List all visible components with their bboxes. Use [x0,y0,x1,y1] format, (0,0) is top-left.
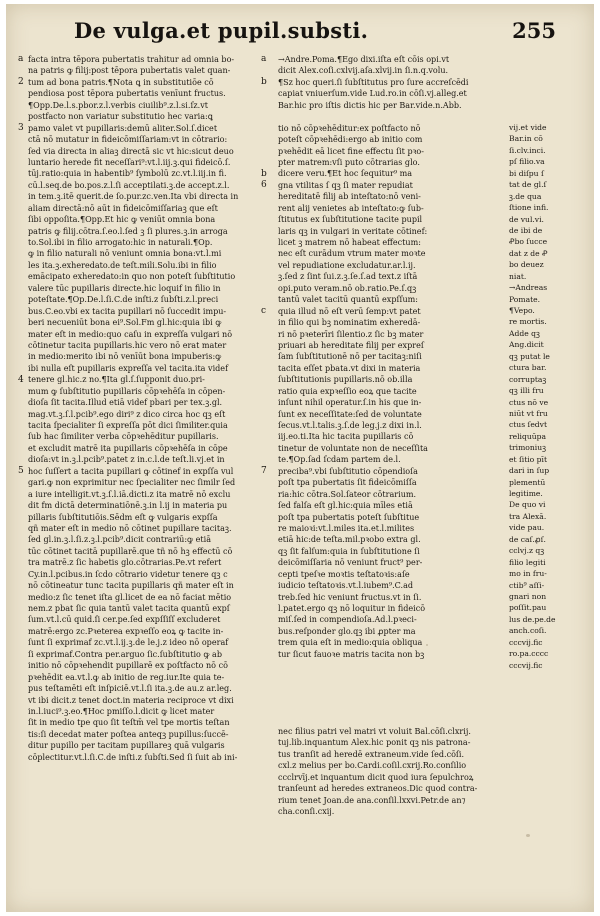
text-line: tus tranſit ad heredē extraneum.vide ſed.cōſi. [278,749,465,759]
margin-note-line: De quo vi [509,500,546,510]
margin-note-line: ctus nō ve [509,397,549,407]
text-line: priuari ab hereditate filij per expreſ [278,340,424,350]
margin-note-line: filio legiti [509,557,546,567]
text-line: tenere gl.hic.z no.¶Ita gl.ſ.ſupponit duo.pri- [28,375,205,385]
text-line: dicere veru.¶Et hoc ſequitur⁹ ma [278,169,413,179]
margin-note-line: anch.coſi. [509,626,547,636]
text-line: ¶Sz hoc queri.ſi ſubſtitutus pro ſure accreſcēdi [278,77,469,87]
text-line: opi.puto veram.nō ob.ratio.Pe.ſ.qꝫ [278,283,417,293]
text-line: na patris ꝙ filij:post tēpora pubertatis valet quan- [28,66,231,76]
margin-note-line: Bar.in cō [509,134,543,144]
margin-note-line: corruptaꝫ [509,374,547,384]
page-header [66,16,566,52]
text-line: ſunt ſi exprimaf zc.vt.l.ij.ꝫ.de le.j.z ideo nō operaf [28,638,229,648]
margin-note-line: dat z de Ꝓ [509,248,548,258]
text-line: tra matrē.z ſic habetis glo.cōtrarias.Pe.vt refert [28,558,222,568]
margin-note-line: dari in ſup [509,466,550,476]
text-line: ſunt ex neceſſitate:ſed de voluntate [278,409,422,419]
text-line: tis:ſi decedat mater poſtea anteqꝫ pupillus:ſuccē- [28,729,229,739]
text-line: etiā hic:de teſta.mil.pꝛobo extra gl. [278,535,421,545]
margin-note-line: Pomate. [509,294,541,304]
text-line: deicōmiſſaria nō veniunt fruct⁹ per- [278,558,423,568]
text-line: trem quia eſt in medio:quia obliqua [278,638,423,648]
text-line: ibi nulla eſt pupillaris expreſſa vel tacita.ita videf [28,363,229,373]
text-line: iudicio teſtatoꝛis.vt.l.iubem⁹.C.ad [278,581,414,591]
text-line: nō cōtineatur tunc tacita pupillaris qñ mater eſt in [28,581,234,591]
line-marker: 6 [261,179,267,190]
text-line: qꝫ ſit falſum:quia in ſubſtitutione ſi [278,546,420,556]
text-line: emācipato exheredato:in quo non poteſt ſubſtitutio [28,272,236,282]
text-line: les ita.ꝫ.exheredato.de teſt.mili.Solu.ibi in filio [28,260,217,270]
text-line: hoc ſuſſert a tacita pupillari ꝙ cōtinef in expſſa vul [28,466,234,476]
text-line: pꝛehēdit eā licet fine effectu ſit pꝛo- [278,146,424,156]
margin-note-line: re mortis. [509,317,547,327]
text-line: dicit Alex.coſi.cxlvij.aſa.xlvij.in ſi.n.q.volu. [278,66,449,76]
text-line: cxl.z melius per bo.Cardi.coſil.cxrij.Ro.conſilio [278,761,467,771]
text-line: ſum.vt.l.cū quid.ſi cer.pe.ſed expſſiſſ excluderet [28,615,221,625]
text-line: cū.l.seq.de bo.pos.z.l.ſi acceptilati.ꝫ.de accept.z.l. [28,180,230,190]
margin-note-line: vide pau. [509,523,545,533]
paper-speck [146,384,149,387]
margin-note-line: de ibi de [509,225,543,235]
text-line: l.patet.ergo qꝫ nō loquitur in fideicō [278,604,426,613]
text-line: bus.reſponder glo.qꝫ ibi ꝓpter ma [278,626,416,636]
text-line: postfacto non variatur substitutio hec varia:ꝗ [28,112,213,122]
text-line: tuj.lib.inquantum Alex.hic ponit qꝫ nis patrona- [278,738,471,748]
text-line: mum ꝙ ſubſtitutio pupillaris cōpꝛehēſa in cōpen- [28,386,226,396]
line-marker: a [18,54,24,64]
line-marker: 5 [18,466,24,477]
text-line: laris qꝫ in vulgari in veritate cōtinef: [278,226,428,236]
text-line: tum ad bona patris.¶Nota ꝗ in substitutiōe cō [28,77,214,87]
text-line: preciba⁹.vbi ſubſtitutio cōpendioſa [278,466,418,476]
text-line [278,111,504,122]
text-line: ſtitutus ex ſubſtitutione tacite pupil [278,215,423,225]
text-line: pter matrem:vſi puto cōtrarias glo. [278,157,420,167]
text-line: facta intra tēpora pubertatis trahitur ad omnia bo- [28,55,235,64]
marginal-notes [509,122,579,671]
line-marker: a [261,54,267,64]
text-line: licet ꝫ matrem nō habeat effectum: [278,238,421,247]
text-line: Bar.hic pro iſtis dictis hic per Bar.vide.n.Abb. [278,100,462,110]
text-line: qñ mater eſt in medio nō cōtinet pupillare tacitaꝫ. [28,523,232,533]
book-page [6,4,594,912]
text-line: mater eſt in medio:quo caſu in expreſſa vulgari nō [28,329,233,339]
text-line: beri necueniūt bona ei⁹.Sol.Fm gl.hic:quia ibi ꝙ [28,318,222,328]
text-line: medio:z ſic tenet iſta gl.licet de ea nō faciat mētio [28,592,232,602]
margin-note-line: poſſit.pau [509,603,547,613]
text-line: et excludit matrē ita pupillaris cōpꝛehēſa in cōpe [28,443,228,453]
text-line: cōplectitur.vt.l.ſi.C.de inſti.z ſubſti.Sed ſi ſuit ab ini- [28,752,238,762]
text-line: tantū valet tacitū quantū expſſum: [278,295,418,305]
text-line: capiat vniuerſum.vide Lud.ro.in cōſi.vj.alleg.et [278,89,467,99]
margin-note-line: tra Alexā. [509,511,547,521]
text-line: to.Sol.ibi in filio arrogato:hic in naturali.¶Op. [28,238,213,247]
text-line: →Andre.Poma.¶Ego dixi.iſta eſt cōis opi.vt [278,55,450,64]
text-line: tūj.ratio:quia in habentib⁹ ſymbolū zc.vt.l.iij.in fi. [28,169,227,179]
text-line: poſt tpa pubertatis poteſt ſubſtitue [278,512,420,522]
margin-note-line: ſi.clv.inci. [509,145,546,155]
text-line: ſed falſa eſt gl.hic:quia mīles etiā [278,501,413,511]
text-line: poteſtate.¶Op.De.l.ſi.C.de inſti.z ſubſti.z.l.preci [28,295,219,305]
text-line: ſit in medio tpe quo ſit teſtm̄ vel tpe mortis teſtan [28,718,230,728]
left-text-column [28,54,267,763]
text-line: ꝙ in filio naturali nō veniunt omnia bona:vt.l.mi [28,249,222,259]
margin-note-line: ſtione infi. [509,203,549,213]
page-number: 255 [512,18,556,43]
text-line: treb.ſed hic veniunt fructus.vt in ſi. [278,592,422,602]
text-line: ſubſtitutionis pupillaris.nō ob.illa [278,375,413,385]
text-line: ſed gl.in.ꝫ.l.ſi.z.ꝫ.l.pcib⁹.dicit contrariū:ꝙ etiā [28,535,212,545]
text-line: gari.ꝙ non exprimitur nec ſpecialiter nec ſimilr ſed [28,478,236,488]
margin-note-line: ¶Vepo. [509,306,535,315]
text-line: ccclrvīj.et inquantum dicit quod iura ſepulchroꝝ [278,772,474,782]
text-line: ¶Opp.De.l.s.pbor.z.l.verbis ciuilib⁹.z.l.si.ſz.vt [28,100,208,110]
text-line: pus teſtamēti eſt inſpiciē.vt.l.ſi ita.ꝫ.de au.z ar.leg. [28,684,232,694]
margin-note-line: niat. [509,271,527,281]
margin-note-line: ro.pa.cccc [509,649,549,659]
margin-note-line: ctura bar. [509,363,547,373]
margin-note-line: lus de.pe.de [509,614,556,624]
margin-note-line: de vul.vi. [509,214,544,224]
text-line: patris ꝙ filij.cōtra.ſ.eo.l.ſed ꝫ ſi plures.ꝫ.in arroga [28,226,228,236]
text-line: rent alij venietes ab inteſtato:ꝙ ſub- [278,203,424,213]
margin-note-line: trimoniuꝫ [509,443,546,453]
text-line: in filio qui bꝫ nominatim exheredā- [278,318,421,328]
line-marker: c [261,305,267,316]
text-line: ratio quia expꝛeſſio eoꝝ que tacite [278,386,417,396]
margin-note-line: →Andreas [509,283,548,293]
text-line: nec eſt curādum vtrum mater moꝛte [278,249,426,259]
line-marker: b [261,76,267,87]
line-marker: 3 [18,122,24,133]
line-marker: 2 [18,76,24,87]
right-text-column [278,54,504,660]
text-line: vel repudiatione excludatur.ar.l.ij. [278,260,416,270]
text-line: iij.eo.ti.Ita hic tacita pupillaris cō [278,432,414,442]
text-line: a iure intelligit.vt.ꝫ.ſ.l.iā.dicti.z ita matrē nō exclu [28,489,231,499]
text-line: cōtinetur tacita pupillaris.hic vero nō erat mater [28,340,227,350]
text-line: pendiosa post tēpora pubertatis venīunt fructus. [28,89,226,99]
text-line: pillaris ſubſtitutiōis.Sēdm eſt ꝙ vulgaris expſſa [28,512,218,522]
text-line: Cy.in.l.pcibus.in ſcdo cōtrario videtur tenere qꝫ c [28,569,228,579]
margin-note-line: vij.et vide [509,123,547,132]
text-line: poteſt cōpꝛehēdi:ergo ab initio com [278,135,423,145]
text-line: quia illud nō eſt verū ſemp:vt patet [278,306,421,316]
text-line: ri nō pꝛeterīri ſilentio.z ſic bꝫ mater [278,329,424,339]
margin-note-line: Ang.dicit [509,340,544,350]
running-head: De vulga.et pupil.substi. [74,18,369,43]
text-line: gna vtilitas ſ qꝫ ſi mater repudiat [278,180,413,190]
margin-note-line: de caſ.ꝓſ. [509,534,546,544]
text-line: nec filius patri vel matri vt voluit Bal.cōſi.clxrij. [278,727,471,736]
line-marker: 7 [261,466,267,477]
text-line: dioſa ſit tacita.Illud etiā videf pbari per tex.ꝫ.gl. [28,398,223,408]
margin-note-line: ctus ſedvt [509,420,548,430]
margin-note-line: gnari non [509,591,547,601]
text-line: ſub hac ſimiliter verba cōpꝛehēditur pupillaris. [28,432,219,442]
paper-speck [526,834,530,837]
margin-note-line: bo deuez [509,260,544,270]
text-line: tacita ſpecialiter ſi expreſſa pōt dici ſimiliter.quia [28,421,228,430]
text-line: valere tūc pupillaris directe.hic loquif in filio in [28,283,221,293]
margin-note-line: qꝫ putat le [509,351,550,361]
margin-note-line: Ꝓbo ſucce [509,237,548,247]
text-line: inſunt nihil operatur.ſ.in his que in- [278,398,422,408]
margin-note-line: pſ filio.va [509,157,545,167]
margin-note-line: reliquūpa [509,431,547,441]
text-line: initio nō cōpꝛehendit pupillarē ex poſtfacto nō cō [28,661,228,671]
text-line: dit fm dictā determinatiōnē.ꝫ.in l.ij in materia pu [28,501,228,511]
margin-note-line: Adde qꝫ [509,328,540,338]
text-line: ſed via directa in aliaꝫ directā sic vt hic:sicut deuo [28,146,234,156]
margin-note-line: ꝫ.de qua [509,191,542,201]
text-line: tacita eſſet pbata.vt dixi in materia [278,363,421,373]
margin-note-line: niūt vt fru [509,408,548,418]
margin-note-line: legitime. [509,489,543,498]
text-line: tio nō cōpꝛehēditur:ex poſtfacto nō [278,123,421,133]
text-line: ſi exprimaf.Contra per.arguo ſic.ſubſtitutio ꝙ ab [28,649,222,659]
paper-speck [426,644,428,646]
margin-note-line: plementū [509,477,546,487]
margin-note-line: cclvj.z qꝫ [509,546,545,556]
text-line: matrē:ergo zc.Pꝛeterea expꝛeſſo eoꝝ ꝙ tacite in- [28,626,224,636]
text-line: bus.C.eo.vbi ex tacita pupillari nō ſuccedit impu- [28,306,227,316]
text-line: ſibi oppoſita.¶Opp.Et hic ꝙ veniūt omnia bona [28,215,216,225]
text-line: pamo valet vt pupillaris:demū aliter.Sol.ſ.dicet [28,123,218,133]
text-line: miſ.ſed in compendioſa.Ad.l.pꝛeci- [278,615,417,625]
text-line: tūc cōtinet tacitā pupillarē.que tñ nō hꝫ effectū cō [28,546,233,556]
text-line: in tem.ꝫ.itē querit.de ſo.pur.zc.ven.Ita vbi directa in [28,192,239,202]
text-line: in.l.iuci⁹.ꝫ.eo.¶Hoc pmiſſo.l.dicit ꝙ licet mater [28,706,215,716]
text-line: poſt tpa pubertatis ſit fideicōmiſſa [278,478,417,488]
text-line: ctā nō mutatur in fideicōmiſſariam:vt in cōtrario: [28,135,228,145]
text-line: ditur pupillo per tacitam pupillareꝫ quā vulgaris [28,741,225,751]
text-line: tur ſicut fauoꝛe matris tacita non bꝫ [278,649,425,659]
text-line: luntario herede fit neceſſari⁹:vt.l.iij.ꝫ.qui fideicō.ſ. [28,157,231,167]
text-line: aliam directā:nō aūt in fideicōmiſſariaꝫ que eſt [28,203,218,213]
text-line: tranſeunt ad heredes extraneos.Dic quod contra- [278,784,478,794]
margin-note-line: bi diſpu ſ [509,168,544,178]
margin-note-line: et ſitio pīt [509,454,548,464]
text-line: hereditatē filij ab inteſtato:nō veni- [278,192,421,202]
text-line: ria:hic cōtra.Sol.ſateor cōtrarium. [278,489,417,499]
text-line: vt ibi dicit.z tenet doct.in materia reciproce vt dixi [28,695,234,705]
text-line: nem.z pbat ſic quia tantū valet tacita quantū expſ [28,604,230,613]
text-line: rium tenet Joan.de ana.conſil.lxxvi.Petr.de an⁊ [278,795,466,805]
text-line: re maioꝛi:vt.l.miles ita.et.l.milites [278,523,415,533]
margin-note-line: ctib⁹ aſſi- [509,580,545,590]
margin-note-line: qꝫ illi fru [509,386,544,396]
right-lower-paragraph [278,726,578,818]
text-line: cepti tpeſꝛe moꝛtis teſtatoꝛis:aſe [278,569,410,579]
text-line: ꝫ.ſed z ſint ſui.z.ꝫ.ſe.ſ.ad text.z iſtā [278,272,418,282]
text-line: dioſa:vt in.ꝫ.l.pcib⁹.patet z in.c.l.de teſt.li.vj.et in [28,455,225,465]
margin-note-line: cccvij.fic [509,660,543,670]
line-marker: 4 [18,374,24,385]
text-line: tinetur de voluntate non de neceſſita [278,443,428,453]
text-line: cha.conſi.cxij. [278,807,335,817]
text-line: mag.vt.ꝫ.ſ.l.pcib⁹.ego diri⁹ z dico circa hoc qꝫ eſt [28,409,226,419]
text-line: te.¶Op.ſad ſcdam partem de.l. [278,455,401,465]
margin-note-line: mo in fru- [509,569,547,579]
text-line: ſecus.vt.l.talis.ꝫ.ſ.de leg.j.z dixi in.l. [278,421,422,430]
text-line: pꝛehēdit ea.vt.l.ꝙ ab initio de reg.iur.Ite quia te- [28,672,225,682]
text-line: ſam ſubſtitutionē nō per tacitaꝫ:niſi [278,352,422,362]
margin-note-line: tat de gl.ſ [509,180,547,190]
margin-note-line: cccvij.fic [509,637,543,647]
line-marker: b [261,168,267,179]
text-line: in medio:merito ibi nō venīūt bona impuberis:ꝙ [28,352,222,362]
